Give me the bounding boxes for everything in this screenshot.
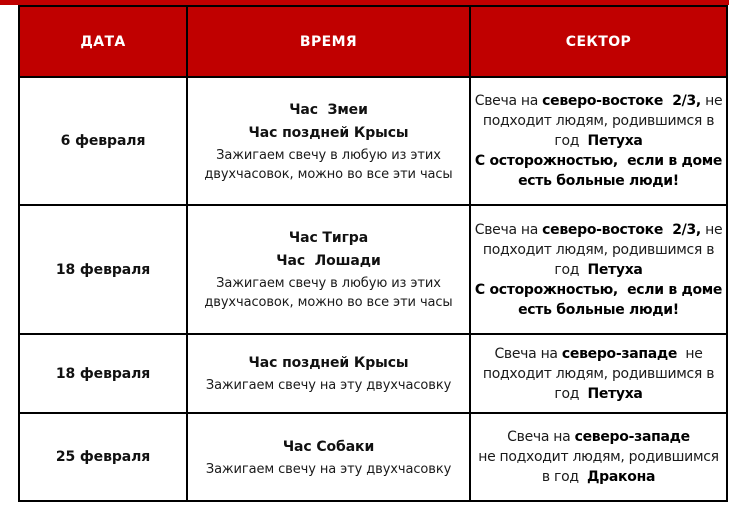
row4-sector-text: Свеча на северо-западе не подходит людям, родившимся в год Дракона — [478, 429, 719, 485]
header-cell-sector: СЕКТОР — [471, 7, 726, 78]
row2-time-cell — [188, 206, 471, 335]
row2-sector-text: Свеча на северо-востоке 2/3, не подходит людям, родившимся в год Петуха С осторожностью, если в доме есть больные люди! — [474, 221, 723, 318]
row4-time-titles: Час Собаки — [282, 438, 375, 455]
row3-sector-text: Свеча на северо-западе не подходит людям, родившимся в год Петуха — [482, 345, 715, 402]
row3-time-cell — [188, 335, 471, 414]
row3-time-note: Зажигаем свечу на эту двухчасовку — [205, 378, 452, 393]
row3-time-titles: Час поздней Крысы — [248, 355, 409, 371]
row1-date-cell: 6 февраля — [20, 78, 188, 206]
header-cell-date: ДАТА — [20, 7, 188, 78]
row1-sector-text: Свеча на северо-востоке 2/3, не подходит людям, родившимся в год Петуха С осторожностью, если в доме есть больные люди! — [474, 93, 723, 189]
row1-time-note: Зажигаем свечу в любую из этих двухчасовок, можно во все эти часы — [204, 147, 453, 182]
row1-time-titles: Час Змеи Час поздней Крысы — [248, 101, 409, 141]
row2-date-cell: 18 февраля — [20, 206, 188, 335]
row3-sector-cell — [471, 335, 726, 414]
row2-sector-cell — [471, 206, 726, 335]
row2-time-titles: Час Тигра Час Лошади — [276, 230, 381, 269]
row4-date-cell: 25 февраля — [20, 414, 188, 500]
header-cell-time: ВРЕМЯ — [188, 7, 471, 78]
candle-schedule-table — [18, 5, 728, 502]
row1-time-cell — [188, 78, 471, 206]
row4-time-note: Зажигаем свечу на эту двухчасовку — [205, 461, 452, 477]
row4-time-cell — [188, 414, 471, 500]
row1-sector-cell — [471, 78, 726, 206]
row2-time-note: Зажигаем свечу в любую из этих двухчасовок, можно во все эти часы — [204, 276, 453, 310]
row4-sector-cell — [471, 414, 726, 500]
row3-date-cell: 18 февраля — [20, 335, 188, 414]
